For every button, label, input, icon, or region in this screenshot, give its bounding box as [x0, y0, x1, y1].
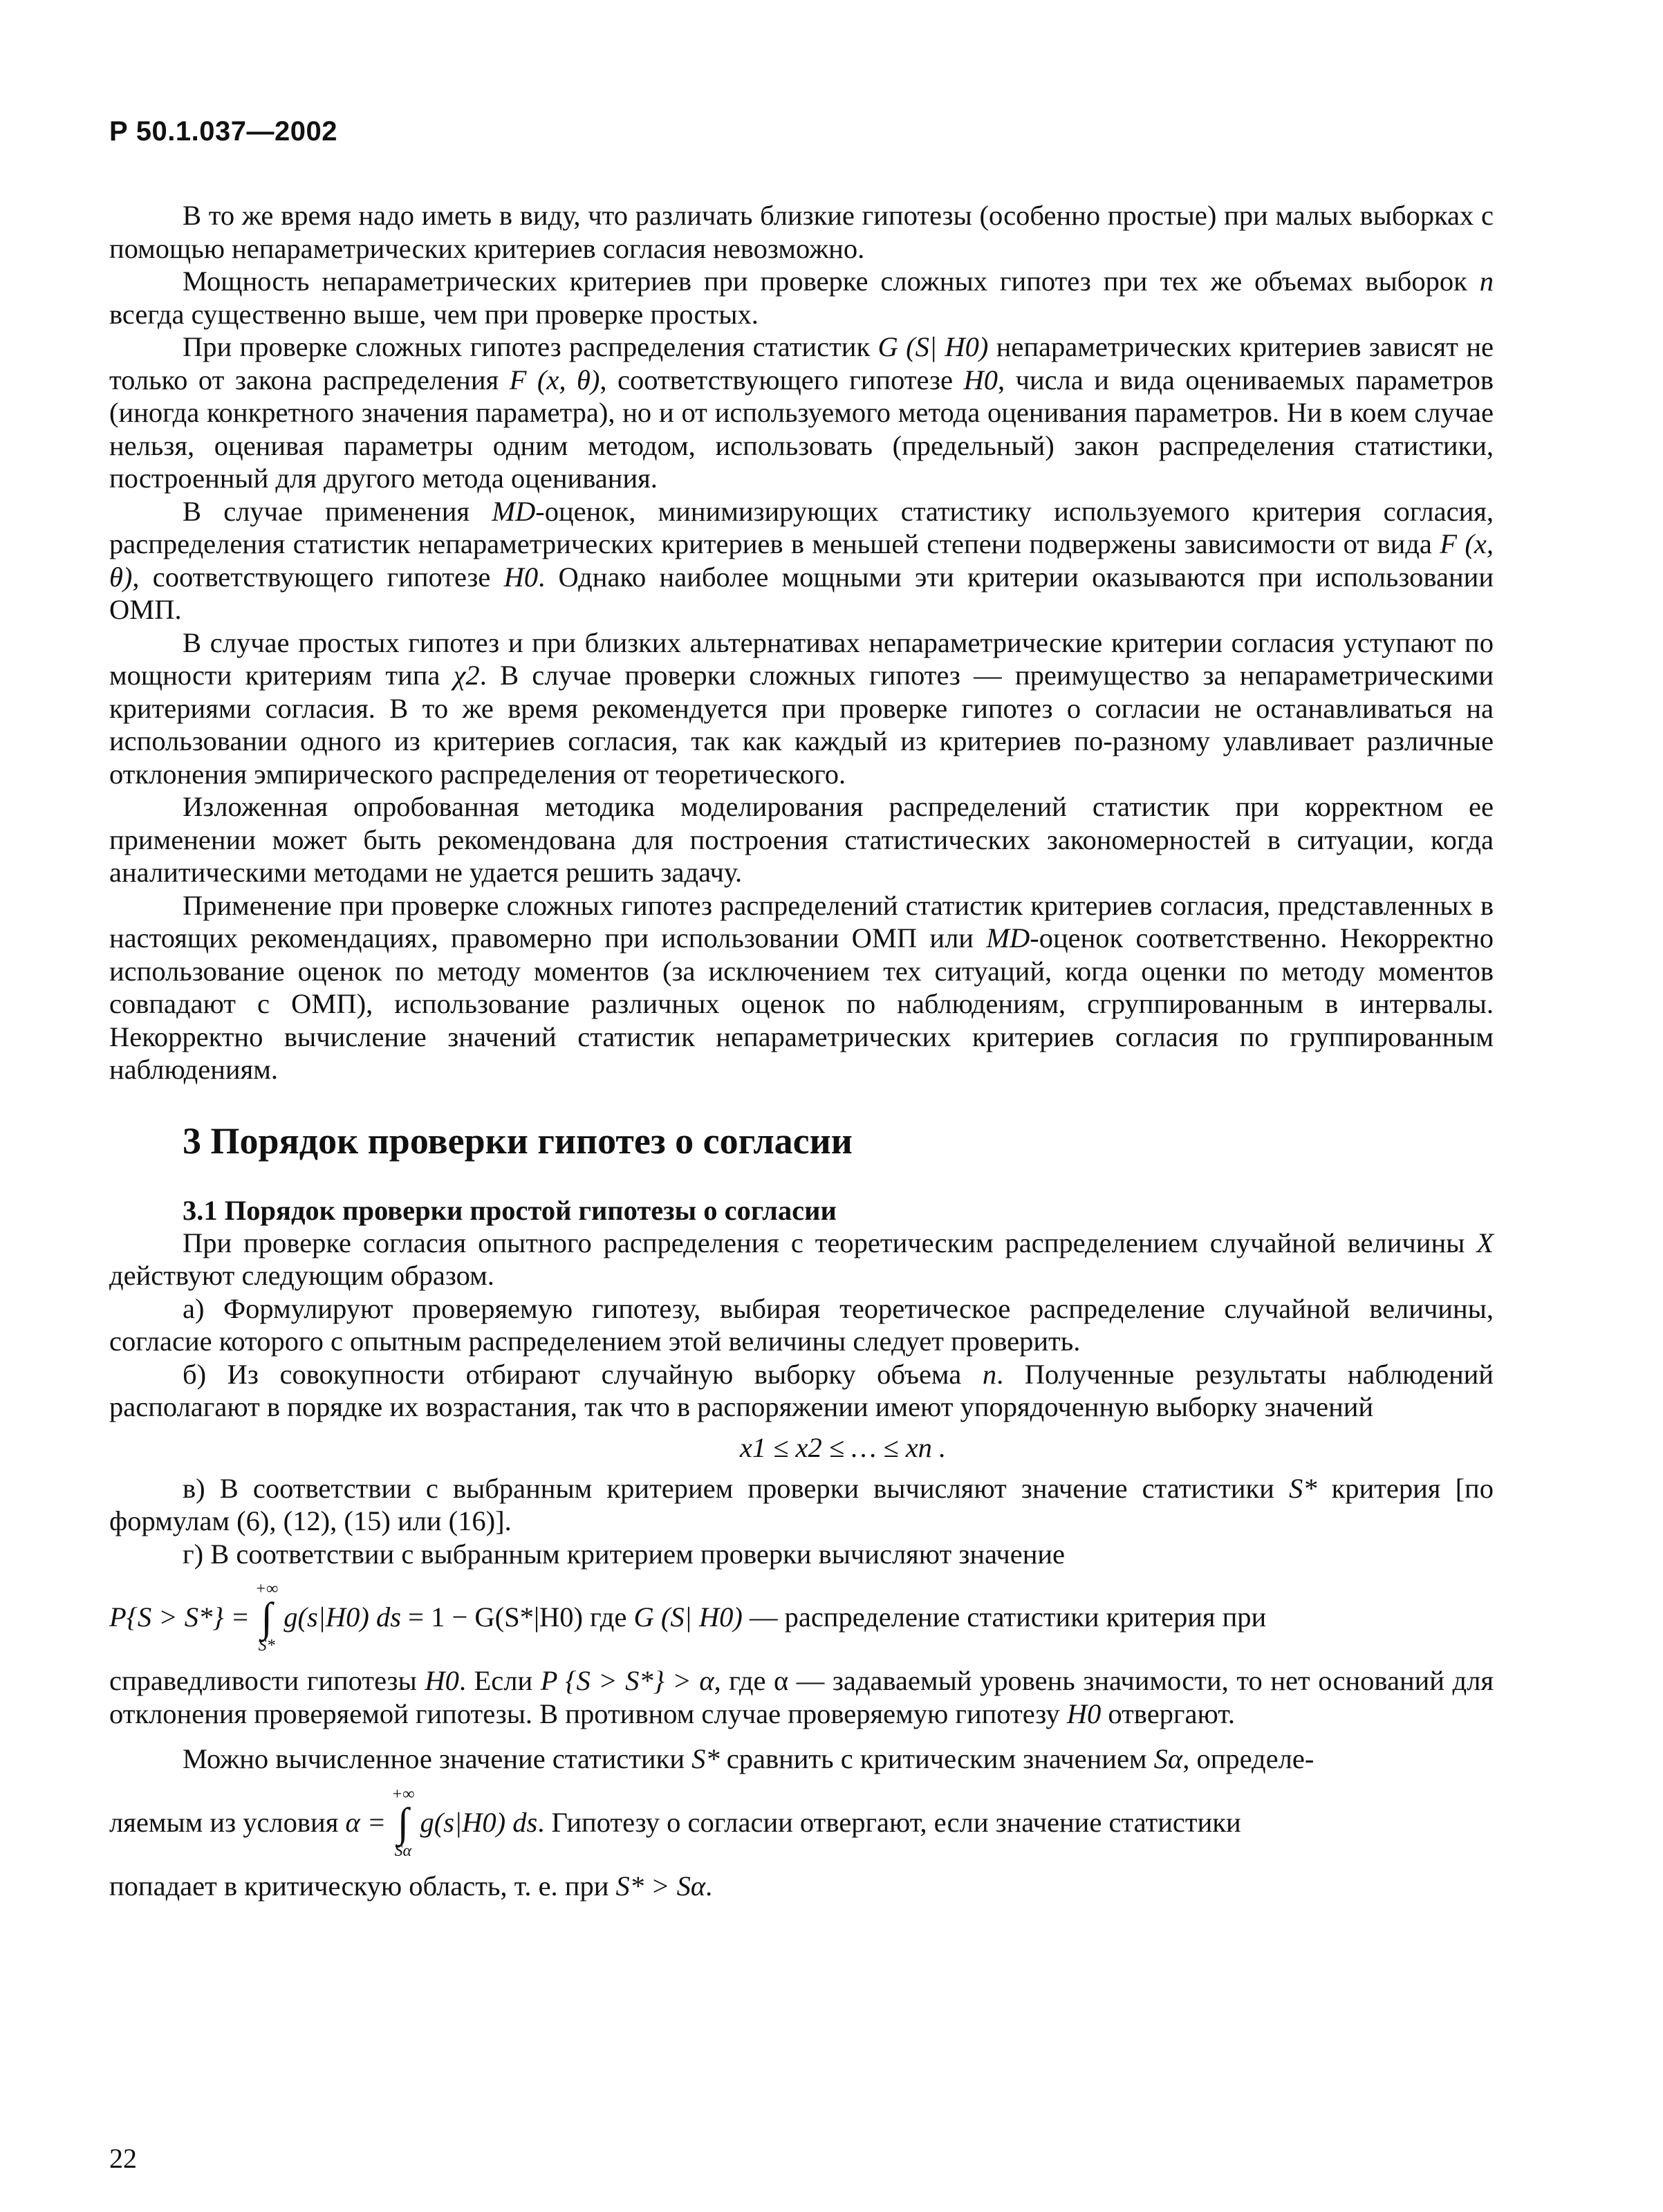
math-expression: P{S > S*} = — [109, 1601, 250, 1633]
text-run: -оценок, минимизирующих статистику используемого критерия согласия, распределения статистик непараметрических критериев в меньшей степени подвержены зависимости от вида — [109, 495, 1494, 559]
subsection-heading: 3.1 Порядок проверки простой гипотезы о согласии — [183, 1194, 837, 1226]
math-expression: G (S| H0) — [877, 331, 989, 362]
integral-symbol: ∫ — [397, 1799, 409, 1846]
math-expression: P {S > S*} > α — [540, 1665, 714, 1696]
text-run: Мощность непараметрических критериев при проверке сложных гипотез при тех же объемах выборок — [183, 266, 1480, 297]
text-run: ляемым из условия — [109, 1806, 346, 1838]
math-symbol: χ2 — [453, 660, 480, 691]
math-symbol: H0 — [963, 364, 998, 396]
paragraph — [109, 1538, 1494, 1571]
text-run: где — [583, 1601, 634, 1633]
text-run: всегда существенно выше, чем при проверке простых. — [109, 298, 759, 330]
text-run: справедливости гипотезы — [109, 1665, 425, 1696]
critical-value-formula — [109, 1785, 1494, 1860]
page-number: 22 — [109, 2143, 137, 2174]
text-run: В то же время надо иметь в виду, что различать близкие гипотезы (особенно простые) при малых выборках с помощью непараметрических критериев согласия невозможно. — [109, 200, 1494, 264]
paragraph — [109, 1227, 1494, 1292]
text-run: . В случае проверки сложных гипотез — преимущество за непараметрическими критериями согласия. В то же время рекомендуется при проверке гипотез о согласии не останавливаться на использовании одного из критериев согласия, так как каждый из критериев по-разному улавливает различные отклонения эмпирического распределения от теоретического. — [109, 660, 1494, 790]
math-symbol: MD — [986, 922, 1030, 954]
text-run: -оценок соответственно. Некорректно использование оценок по методу моментов (за исключением тех ситуаций, когда оценки по методу моментов совпадают с ОМП), использование различных оценок по наблюдениям, сгруппированным в интервалы. Некорректно вычисление значений статистик непараметрических критериев согласия по группированным наблюдениям. — [109, 922, 1494, 1085]
integral-symbol: ∫ — [261, 1595, 272, 1640]
math-expression: g(s|H0) ds — [284, 1601, 401, 1633]
text-run: в) В соответствии с выбранным критерием проверки вычисляют значение статистики — [183, 1472, 1289, 1504]
text-run: В случае простых гипотез и при близких альтернативах непараметрические критерии согласия уступают по мощности критериям типа — [109, 626, 1494, 691]
math-expression: g(s|H0) ds — [420, 1806, 538, 1838]
math-symbol: X — [1476, 1227, 1494, 1258]
paragraph — [109, 331, 1494, 495]
text-run: При проверке сложных гипотез распределения статистик — [183, 331, 878, 362]
text-run: . Полученные результаты наблюдений располагают в порядке их возрастания, так что в распоряжении имеют упорядоченную выборку значений — [109, 1358, 1494, 1422]
text-run: отвергают. — [1101, 1698, 1236, 1729]
math-symbol: S* — [1288, 1472, 1317, 1504]
paragraph — [109, 1472, 1494, 1538]
math-symbol: H0 — [425, 1665, 459, 1696]
text-run: Можно вычисленное значение статистики — [183, 1743, 692, 1774]
math-symbol: n — [1479, 266, 1494, 297]
ordered-sample-formula: x1 ≤ x2 ≤ … ≤ xn . — [739, 1431, 947, 1463]
text-run: непараметрических критериев зависят не только от закона распределения — [109, 331, 1494, 396]
text-run: . Гипотезу о согласии отвергают, если значение статистики — [537, 1806, 1241, 1838]
text-run: действуют следующим образом. — [109, 1260, 494, 1291]
paragraph — [109, 1664, 1494, 1730]
integral-lower-limit: Sα — [394, 1841, 412, 1860]
paragraph — [109, 1742, 1494, 1776]
math-symbol: Sα — [1153, 1743, 1183, 1774]
text-run: , соответствующего гипотезе — [132, 561, 504, 593]
text-run: . — [705, 1870, 713, 1902]
math-expression: S* > Sα — [615, 1870, 706, 1902]
text-run: . Если — [458, 1665, 541, 1696]
text-run: , определе- — [1182, 1743, 1314, 1774]
math-symbol: MD — [492, 495, 536, 527]
integral-sign — [391, 1785, 414, 1860]
text-run: , соответствующего гипотезе — [600, 364, 964, 396]
paragraph — [109, 1870, 1494, 1903]
probability-formula — [109, 1580, 1494, 1655]
text-run: В случае применения — [183, 495, 492, 527]
paragraph — [109, 889, 1494, 1086]
text-run: , где α — задаваемый уровень значимости, то нет оснований для отклонения проверяемой гипотезы. В противном случае проверяемую гипотезу — [109, 1665, 1494, 1729]
math-symbol: S* — [691, 1743, 720, 1774]
math-symbol: H0 — [1066, 1698, 1102, 1729]
math-expression: = 1 − G(S*|H0) — [408, 1601, 584, 1633]
paragraph — [109, 1358, 1494, 1424]
document-code: Р 50.1.037—2002 — [109, 116, 337, 147]
paragraph — [109, 199, 1494, 265]
text-run: а) Формулируют проверяемую гипотезу, выбирая теоретическое распределение случайной величины, согласие которого с опытным распределением этой величины следует проверить. — [109, 1292, 1494, 1357]
integral-upper-limit: +∞ — [391, 1785, 415, 1803]
paragraph — [109, 626, 1494, 791]
text-run: критерия [по формулам (6), (12), (15) или (16)]. — [109, 1472, 1494, 1536]
math-symbol: n — [982, 1358, 997, 1390]
body-text — [109, 199, 1494, 1902]
paragraph — [109, 1292, 1494, 1358]
paragraph — [109, 495, 1494, 626]
text-run: попадает в критическую область, т. е. при — [109, 1870, 616, 1902]
text-run: г) В соответствии с выбранным критерием проверки вычисляют значение — [183, 1538, 1066, 1570]
text-run: , числа и вида оцениваемых параметров (иногда конкретного значения параметра), но и от используемого метода оценивания параметров. Ни в коем случае нельзя, оценивая параметры одним методом, использовать (предельный) закон распределения статистики, построенный для другого метода оценивания. — [109, 364, 1494, 494]
math-expression: F (x, θ) — [109, 528, 1494, 593]
text-run: . Однако наиболее мощными эти критерии оказываются при использовании ОМП. — [109, 561, 1494, 625]
text-run: — распределение статистики критерия при — [742, 1601, 1267, 1633]
section-heading: 3 Порядок проверки гипотез о согласии — [183, 1119, 853, 1162]
text-run: б) Из совокупности отбирают случайную выборку объема — [183, 1358, 983, 1390]
integral-lower-limit: S* — [258, 1637, 275, 1655]
text-run: При проверке согласия опытного распределения с теоретическим распределением случайной величины — [183, 1227, 1477, 1258]
text-run: Изложенная опробованная методика моделирования распределений статистик при корректном ее применении может быть рекомендована для построения статистических закономерностей в ситуации, когда аналитическими методами не удается решить задачу. — [109, 791, 1494, 888]
math-expression: F (x, θ) — [509, 364, 600, 396]
text-run: Применение при проверке сложных гипотез распределений статистик критериев согласия, представленных в настоящих рекомендациях, правомерно при использовании ОМП или — [109, 889, 1494, 954]
text-run: сравнить с критическим значением — [719, 1743, 1154, 1774]
paragraph — [109, 790, 1494, 889]
math-symbol: H0 — [503, 561, 539, 593]
paragraph — [109, 265, 1494, 331]
integral-sign — [255, 1580, 278, 1655]
math-expression: α = — [345, 1806, 387, 1838]
math-expression: G (S| H0) — [633, 1601, 743, 1633]
integral-upper-limit: +∞ — [254, 1580, 279, 1598]
